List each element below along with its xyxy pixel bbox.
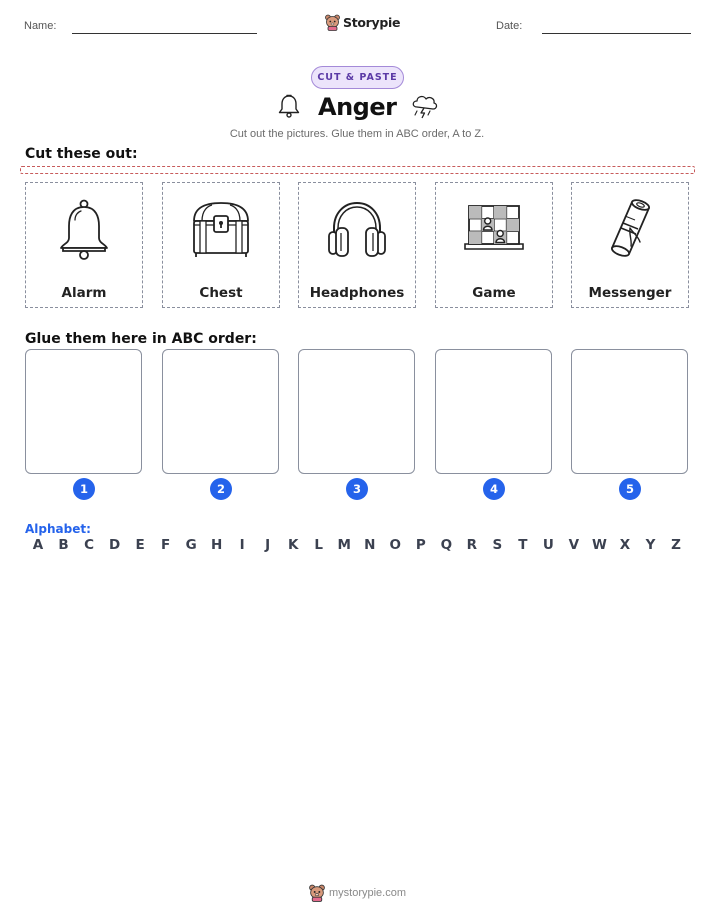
instructions: Cut out the pictures. Glue them in ABC order, A to Z. [229, 128, 485, 140]
board-game-icon [463, 202, 525, 256]
alphabet-letter: D [108, 537, 121, 553]
page-title: Anger [318, 93, 397, 121]
activity-badge: CUT & PASTE [311, 66, 404, 89]
slot-number-5: 5 [619, 478, 641, 500]
cut-section-heading: Cut these out: [25, 146, 138, 162]
alphabet-letter: O [389, 537, 401, 553]
alphabet-letter: H [210, 537, 223, 553]
date-label: Date: [496, 20, 523, 32]
alphabet-letter: G [185, 537, 197, 553]
card-label: Game [472, 285, 516, 301]
alphabet-letter: E [135, 537, 145, 553]
card-label: Messenger [588, 285, 672, 301]
headphones-icon [326, 198, 388, 260]
bear-mascot-icon [325, 14, 340, 31]
glue-slot-1[interactable] [25, 349, 142, 474]
alphabet-letter: R [466, 537, 478, 553]
name-label: Name: [24, 20, 57, 32]
brand-name: Storypie [343, 15, 401, 30]
cut-line [20, 166, 695, 174]
slot-number-2: 2 [210, 478, 232, 500]
cut-card-alarm[interactable] [25, 182, 143, 308]
cut-card-headphones[interactable] [298, 182, 416, 308]
slot-number-1: 1 [73, 478, 95, 500]
cut-card-messenger[interactable] [571, 182, 689, 308]
alphabet-letter: L [314, 537, 324, 553]
card-label: Alarm [61, 285, 107, 301]
brand-logo [325, 14, 400, 31]
footer [309, 884, 406, 902]
bear-mascot-icon [309, 884, 325, 902]
alphabet-letter: U [542, 537, 554, 553]
alphabet-letter: N [364, 537, 376, 553]
alphabet-letter: Z [671, 537, 681, 553]
alphabet-letter: S [492, 537, 503, 553]
name-line[interactable] [72, 33, 257, 34]
alphabet-letter: Y [645, 537, 656, 553]
card-label: Headphones [309, 285, 405, 301]
bell-icon [55, 198, 113, 260]
alphabet-label: Alphabet: [25, 522, 91, 536]
glue-slot-5[interactable] [571, 349, 688, 474]
alphabet-letter: I [239, 537, 245, 553]
alphabet-letter: F [160, 537, 171, 553]
alphabet-letter: T [518, 537, 528, 553]
storm-cloud-icon [409, 92, 439, 120]
bell-icon [276, 93, 302, 119]
alphabet-letter: B [58, 537, 69, 553]
alphabet-letter: X [619, 537, 631, 553]
footer-url: mystorypie.com [329, 887, 407, 899]
card-label: Chest [199, 285, 243, 301]
glue-slot-4[interactable] [435, 349, 552, 474]
glue-section-heading: Glue them here in ABC order: [25, 331, 257, 347]
alphabet-letter: M [337, 537, 351, 553]
slot-number-3: 3 [346, 478, 368, 500]
alphabet-letter: C [84, 537, 94, 553]
cut-card-chest[interactable] [162, 182, 280, 308]
alphabet-letter: V [568, 537, 580, 553]
treasure-chest-icon [190, 199, 252, 259]
cut-card-game[interactable] [435, 182, 553, 308]
glue-slot-3[interactable] [298, 349, 415, 474]
date-line[interactable] [542, 33, 691, 34]
alphabet-letter: A [32, 537, 44, 553]
slot-number-4: 4 [483, 478, 505, 500]
alphabet-letter: J [265, 537, 271, 553]
alphabet-letter: Q [440, 537, 453, 553]
alphabet-letter: K [287, 537, 299, 553]
scroll-icon [602, 196, 658, 262]
alphabet-letter: W [591, 537, 607, 553]
alphabet-letter: P [415, 537, 426, 553]
glue-slot-2[interactable] [162, 349, 279, 474]
